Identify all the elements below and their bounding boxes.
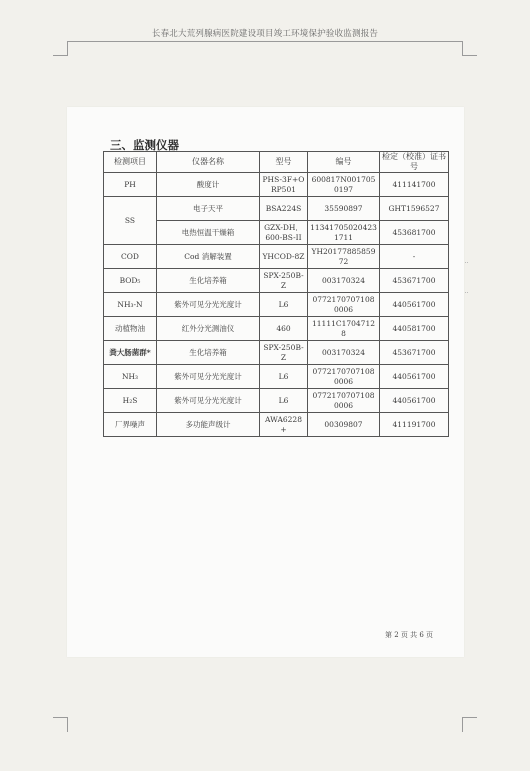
column-header-cert: 检定（校准）证书号 [380, 152, 449, 173]
instrument-table [103, 151, 449, 437]
cell-cert: 453671700 [380, 341, 449, 365]
cell-model: L6 [260, 389, 308, 413]
column-header-model: 型号 [260, 152, 308, 173]
table-row [104, 197, 449, 221]
crop-mark-top-left [53, 41, 68, 56]
cell-item: COD [104, 245, 157, 269]
cell-item: 厂界噪声 [104, 413, 157, 437]
cell-serial: 11111C1704712 8 [308, 317, 380, 341]
table-row [104, 317, 449, 341]
page-number: 第 2 页 共 6 页 [385, 631, 434, 639]
cell-name: 紫外可见分光光度计 [157, 389, 260, 413]
column-header-serial: 编号 [308, 152, 380, 173]
cell-model: SPX-250B-Z [260, 341, 308, 365]
cell-cert: 440561700 [380, 389, 449, 413]
table-row [104, 173, 449, 197]
cell-item: H₂S [104, 389, 157, 413]
crop-mark-bottom-right [462, 717, 477, 732]
cell-model: AWA6228+ [260, 413, 308, 437]
cell-cert: 453681700 [380, 221, 449, 245]
cell-item: 粪大肠菌群* [104, 341, 157, 365]
crop-mark-bottom-left [53, 717, 68, 732]
cell-model: YHCOD-8Z [260, 245, 308, 269]
column-header-item: 检测项目 [104, 152, 157, 173]
cell-serial: YH2017788585972 [308, 245, 380, 269]
cell-name: 多功能声级计 [157, 413, 260, 437]
scanned-page [67, 107, 464, 657]
cell-cert: 411191700 [380, 413, 449, 437]
column-header-name: 仪器名称 [157, 152, 260, 173]
header-divider [67, 41, 462, 42]
cell-model: 460 [260, 317, 308, 341]
cell-serial: 0772170707108 0006 [308, 365, 380, 389]
cell-cert: 440581700 [380, 317, 449, 341]
report-header-title: 长春北大荒列腺病医院建设项目竣工环境保护验收监测报告 [151, 29, 379, 39]
cell-item: NH₃ [104, 365, 157, 389]
cell-serial: 113417050204231711 [308, 221, 380, 245]
table-row [104, 413, 449, 437]
cell-name: 生化培养箱 [157, 341, 260, 365]
table-row [104, 293, 449, 317]
cell-model: L6 [260, 365, 308, 389]
crop-mark-top-right [462, 41, 477, 56]
cell-cert: 440561700 [380, 293, 449, 317]
table-row [104, 341, 449, 365]
cell-item: NH₃-N [104, 293, 157, 317]
cell-cert: GHT1596527 [380, 197, 449, 221]
cell-cert: 440561700 [380, 365, 449, 389]
cell-name: 电子天平 [157, 197, 260, 221]
cell-item: SS [104, 197, 157, 245]
cell-name: 红外分光测油仪 [157, 317, 260, 341]
cell-model: L6 [260, 293, 308, 317]
cell-serial: 35590897 [308, 197, 380, 221]
table-row [104, 269, 449, 293]
table-row [104, 389, 449, 413]
cell-name: 紫外可见分光光度计 [157, 293, 260, 317]
section-title: 三、监测仪器 [110, 138, 179, 152]
cell-model: GZX-DH．600-BS-II [260, 221, 308, 245]
cell-model: PHS-3F+ORP501 [260, 173, 308, 197]
cell-item: 动植物油 [104, 317, 157, 341]
cell-model: BSA224S [260, 197, 308, 221]
cell-name: 生化培养箱 [157, 269, 260, 293]
cell-cert: 453671700 [380, 269, 449, 293]
table-header-row [104, 152, 449, 173]
cell-name: 紫外可见分光光度计 [157, 365, 260, 389]
table-row [104, 245, 449, 269]
cell-serial: 0772170707108 0006 [308, 293, 380, 317]
cell-serial: 600817N0017050197 [308, 173, 380, 197]
cell-serial: 003170324 [308, 269, 380, 293]
cell-model: SPX-250B-Z [260, 269, 308, 293]
cell-cert: 411141700 [380, 173, 449, 197]
cell-name: Cod 消解装置 [157, 245, 260, 269]
table-row [104, 365, 449, 389]
cell-item: PH [104, 173, 157, 197]
cell-serial: 00309807 [308, 413, 380, 437]
cell-serial: 0772170707108 0006 [308, 389, 380, 413]
cell-name: 酸度计 [157, 173, 260, 197]
cell-serial: 003170324 [308, 341, 380, 365]
cell-item: BOD₅ [104, 269, 157, 293]
cell-cert: - [380, 245, 449, 269]
cell-name: 电热恒温干燥箱 [157, 221, 260, 245]
